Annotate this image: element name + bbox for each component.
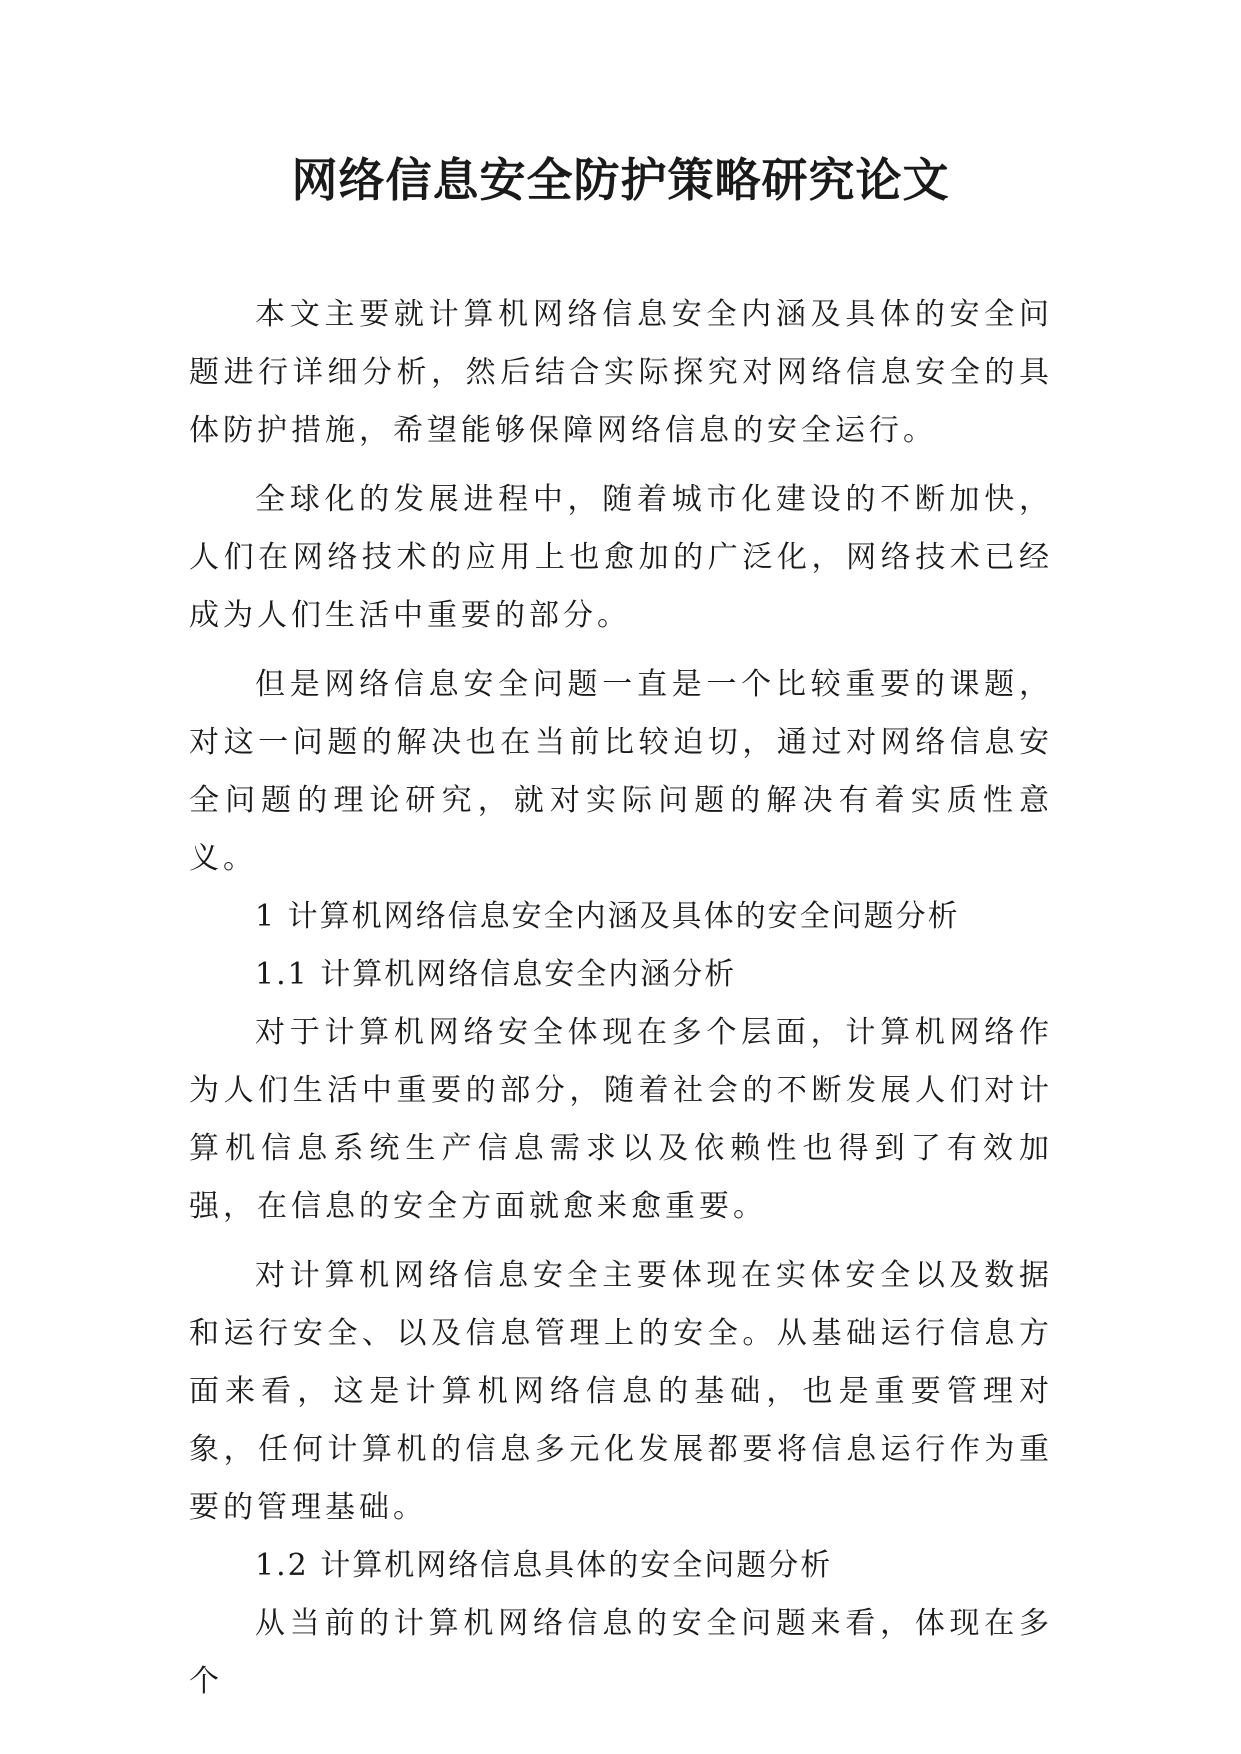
paragraph-section-1-1-b: 对计算机网络信息安全主要体现在实体安全以及数据和运行安全、以及信息管理上的安全。从基础运行信息方面来看，这是计算机网络信息的基础，也是重要管理对象，任何计算机的信息多元化发展都要将信息运行作为重要的管理基础。 <box>189 1258 1053 1525</box>
document-title: 网络信息安全防护策略研究论文 <box>291 153 950 207</box>
paragraph-intro-2: 但是网络信息安全问题一直是一个比较重要的课题，对这一问题的解决也在当前比较迫切，通过对网络信息安全问题的理论研究，就对实际问题的解决有着实质性意义。 <box>189 667 1053 876</box>
paragraph-intro-1: 全球化的发展进程中，随着城市化建设的不断加快，人们在网络技术的应用上也愈加的广泛化，网络技术已经成为人们生活中重要的部分。 <box>189 482 1053 633</box>
paragraph-abstract: 本文主要就计算机网络信息安全内涵及具体的安全问题进行详细分析，然后结合实际探究对网络信息安全的具体防护措施，希望能够保障网络信息的安全运行。 <box>189 297 1053 448</box>
document-body <box>189 286 1053 1711</box>
paragraph-section-1-2: 从当前的计算机网络信息的安全问题来看，体现在多个 <box>189 1606 1053 1699</box>
section-heading-1: 1 计算机网络信息安全内涵及具体的安全问题分析 <box>255 899 960 934</box>
paragraph-section-1-1-a: 对于计算机网络安全体现在多个层面，计算机网络作为人们生活中重要的部分，随着社会的不断发展人们对计算机信息系统生产信息需求以及依赖性也得到了有效加强，在信息的安全方面就愈来愈重要。 <box>189 1015 1053 1224</box>
section-heading-1-2: 1.2 计算机网络信息具体的安全问题分析 <box>255 1548 833 1583</box>
section-heading-1-1: 1.1 计算机网络信息安全内涵分析 <box>255 957 737 992</box>
